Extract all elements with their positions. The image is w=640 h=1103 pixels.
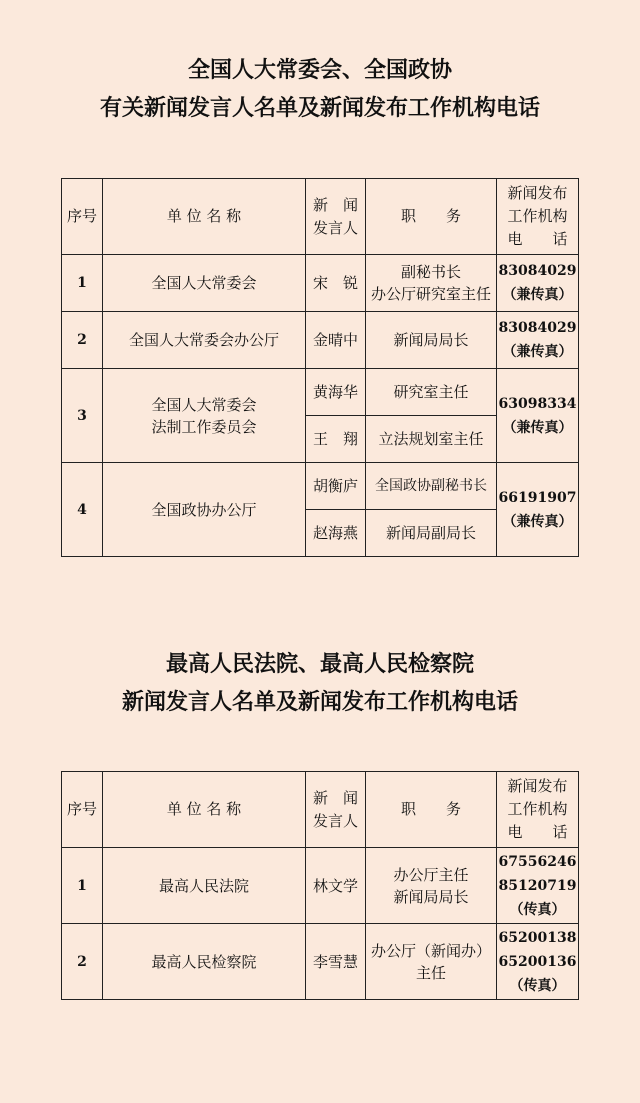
header-phone-line1: 新闻发布 (507, 184, 568, 202)
section2-title-line2: 新闻发言人名单及新闻发布工作机构电话 (121, 690, 518, 715)
table-row (62, 924, 579, 1000)
row-position-line1: 办公厅主任 (393, 865, 469, 884)
header-spokesperson (306, 179, 366, 255)
row-phone (497, 312, 579, 369)
row-phone (497, 924, 579, 1000)
row-seq: 2 (62, 312, 103, 369)
row-position-line2: 主任 (415, 963, 446, 982)
row-person: 黄海华 (306, 369, 366, 416)
row-person: 金晴中 (306, 312, 366, 369)
row-position-line1: 办公厅（新闻办） (370, 941, 491, 960)
row-position: 研究室主任 (366, 369, 497, 416)
row-unit: 最高人民检察院 (103, 924, 306, 1000)
section1-title (0, 52, 640, 128)
row-phone-line1: 65200138 (498, 929, 577, 946)
row-seq: 1 (62, 255, 103, 312)
header-seq: 序号 (62, 772, 103, 848)
row-person: 赵海燕 (306, 510, 366, 557)
header-spokesperson-line1: 新 闻 (312, 788, 358, 807)
row-seq: 1 (62, 848, 103, 924)
header-spokesperson (306, 772, 366, 848)
row-unit-line1: 全国人大常委会 (151, 395, 257, 414)
table-row (62, 463, 579, 510)
header-seq: 序号 (62, 179, 103, 255)
table-row (62, 369, 579, 416)
row-unit: 全国政协办公厅 (103, 463, 306, 557)
header-phone-line2: 工作机构 (507, 800, 568, 818)
row-person: 林文学 (306, 848, 366, 924)
row-phone-line1: 83084029 (498, 263, 577, 279)
row-position: 全国政协副秘书长 (366, 463, 497, 510)
table-row (62, 312, 579, 369)
header-unit: 单 位 名 称 (103, 772, 306, 848)
table-row (62, 848, 579, 924)
header-position: 职 务 (366, 772, 497, 848)
row-person: 李雪慧 (306, 924, 366, 1000)
row-phone (497, 463, 579, 557)
header-position: 职 务 (366, 179, 497, 255)
row-phone-line2: 65200136 (498, 953, 577, 970)
row-unit: 全国人大常委会办公厅 (103, 312, 306, 369)
row-phone-line3: （传真） (509, 977, 566, 994)
header-spokesperson-line1: 新 闻 (312, 195, 358, 214)
row-person: 宋 锐 (306, 255, 366, 312)
row-phone (497, 848, 579, 924)
section1-title-line2: 有关新闻发言人名单及新闻发布工作机构电话 (99, 96, 540, 121)
section2-title (0, 646, 640, 722)
row-phone-line1: 63098334 (498, 395, 577, 412)
header-spokesperson-line2: 发言人 (312, 811, 358, 830)
header-phone-line1: 新闻发布 (507, 777, 568, 795)
header-spokesperson-line2: 发言人 (312, 218, 358, 237)
row-position (366, 848, 497, 924)
table-row (62, 255, 579, 312)
row-unit (103, 369, 306, 463)
row-seq: 2 (62, 924, 103, 1000)
row-phone-line1: 66191907 (498, 489, 577, 506)
row-phone-line2: （兼传真） (502, 287, 573, 303)
row-position: 立法规划室主任 (366, 416, 497, 463)
header-phone-line2: 工作机构 (507, 207, 568, 225)
header-phone-line3: 电 话 (507, 230, 568, 248)
row-position-line2: 办公厅研究室主任 (370, 285, 491, 303)
section2-table (61, 771, 579, 1000)
row-phone-line2: （兼传真） (502, 513, 573, 530)
row-position: 新闻局副局长 (366, 510, 497, 557)
row-person: 王 翔 (306, 416, 366, 463)
row-phone-line3: （传真） (509, 901, 566, 918)
row-phone-line1: 83084029 (498, 320, 577, 336)
row-unit: 全国人大常委会 (103, 255, 306, 312)
row-phone-line2: （兼传真） (502, 419, 573, 436)
row-position (366, 924, 497, 1000)
header-phone (497, 179, 579, 255)
header-unit: 单 位 名 称 (103, 179, 306, 255)
section1-title-line1: 全国人大常委会、全国政协 (187, 58, 452, 83)
row-position (366, 255, 497, 312)
table-header-row (62, 179, 579, 255)
header-phone (497, 772, 579, 848)
row-unit: 最高人民法院 (103, 848, 306, 924)
row-position: 新闻局局长 (366, 312, 497, 369)
row-unit-line2: 法制工作委员会 (151, 417, 257, 436)
row-position-line2: 新闻局局长 (393, 887, 469, 906)
row-seq: 3 (62, 369, 103, 463)
row-phone-line2: 85120719 (498, 877, 577, 894)
row-phone-line1: 67556246 (498, 853, 577, 870)
row-position-line1: 副秘书长 (400, 263, 461, 281)
header-phone-line3: 电 话 (507, 823, 568, 841)
table-header-row (62, 772, 579, 848)
row-phone-line2: （兼传真） (502, 344, 573, 360)
row-person: 胡衡庐 (306, 463, 366, 510)
section2-title-line1: 最高人民法院、最高人民检察院 (165, 652, 474, 677)
row-seq: 4 (62, 463, 103, 557)
row-phone (497, 255, 579, 312)
row-phone (497, 369, 579, 463)
section1-table (61, 178, 579, 557)
